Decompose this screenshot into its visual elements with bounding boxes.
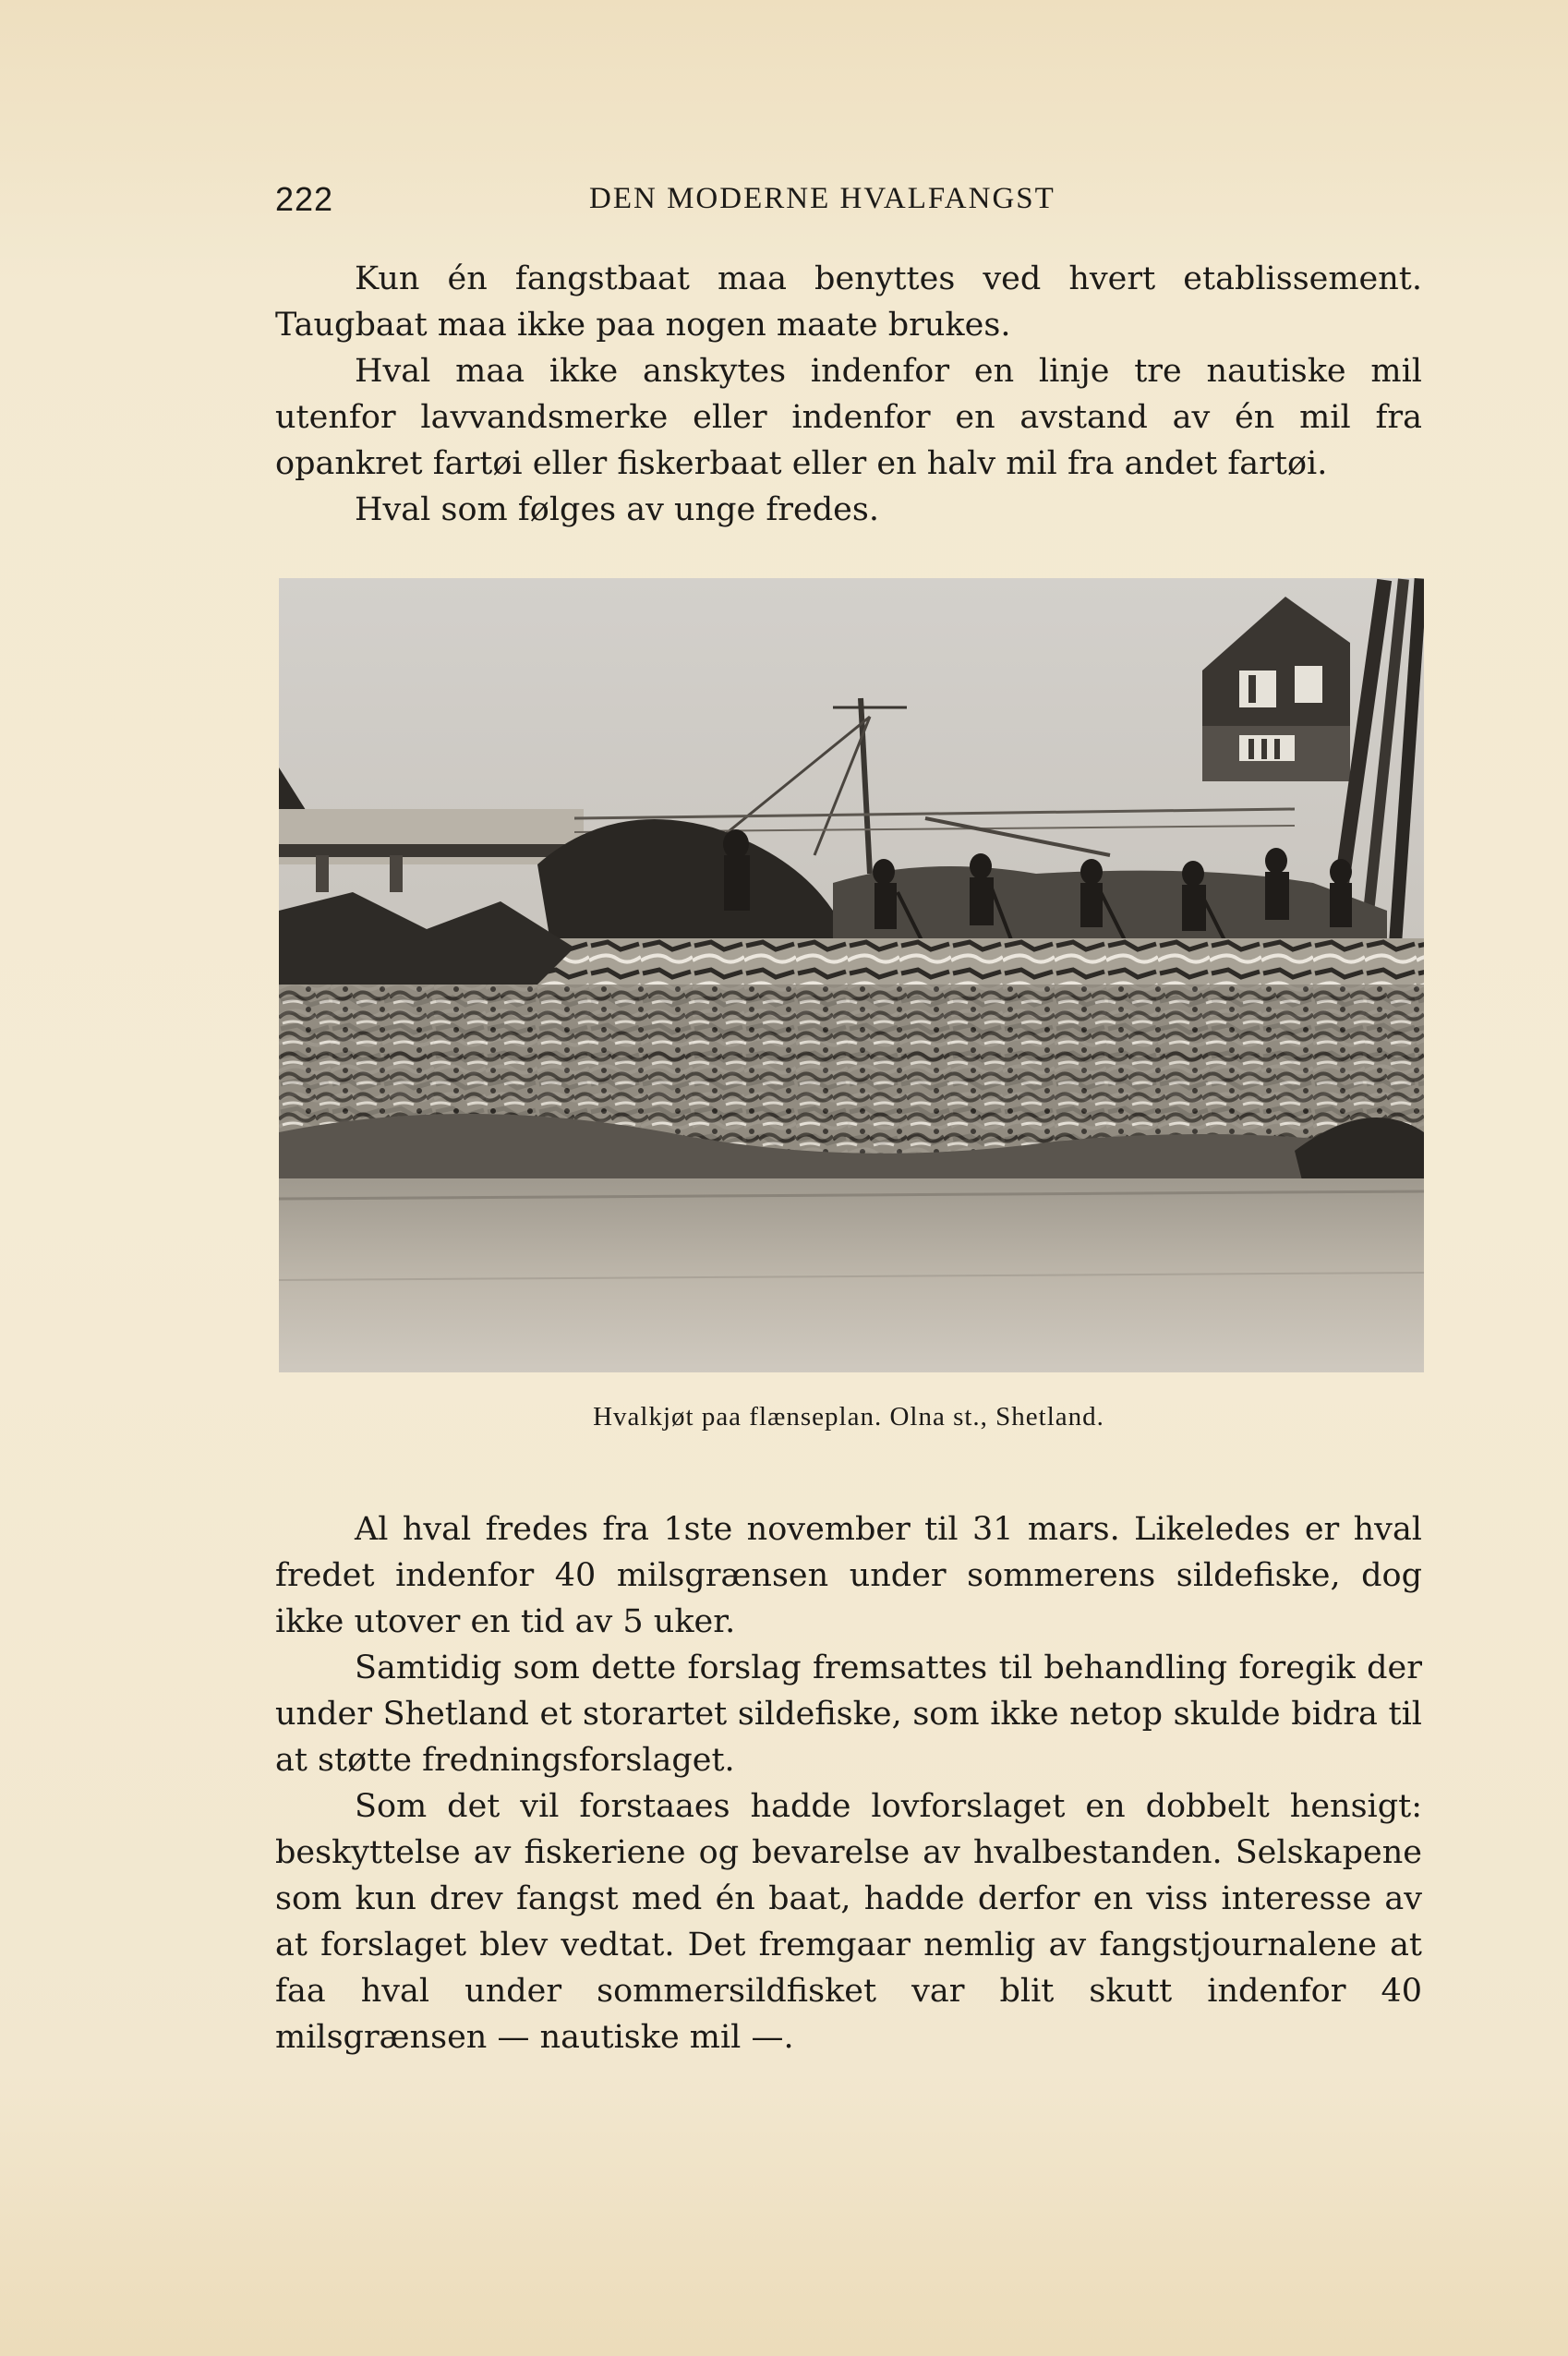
page-number: 222: [275, 180, 334, 218]
paragraph: Samtidig som dette forslag fremsattes til behandling foregik der under Shetland et storartet sildefiske, som ikke netop skulde bidra til at støtte fredningsforslaget.: [275, 1649, 1422, 1779]
paragraph: Al hval fredes fra 1ste november til 31 mars. Likeledes er hval fredet indenfor 40 milsgrænsen under sommerens sildefiske, dog ikke utover en tid av 5 uker.: [275, 1511, 1422, 1640]
paragraph: Hval maa ikke anskytes indenfor en linje tre nautiske mil utenfor lavvandsmerke eller indenfor en avstand av én mil fra opankret fartøi eller fiskerbaat eller en halv mil fra andet fartøi.: [275, 353, 1422, 482]
page-header: [275, 180, 1420, 226]
paragraph: Hval som følges av unge fredes.: [355, 491, 879, 528]
photograph-whaling-station: [279, 578, 1424, 1372]
photo-illustration: [279, 578, 1424, 1372]
paragraph: Som det vil forstaaes hadde lovforslaget en dobbelt hensigt: beskyttelse av fiskeriene og bevarelse av hvalbestanden. Selskapene som kun drev fangst med én baat, hadde derfor en viss interesse av at forslaget blev vedtat. Det fremgaar nemlig av fangstjournalene at faa hval under sommersildfisket var blit skutt indenfor 40 milsgrænsen — nautiske mil —.: [275, 1788, 1422, 2056]
figure-caption: Hvalkjøt paa flænseplan. Olna st., Shetland.: [593, 1402, 1104, 1432]
top-text-block: [275, 256, 1422, 533]
bottom-text-block: [275, 1506, 1422, 2060]
paragraph: Kun én fangstbaat maa benyttes ved hvert etablissement. Taugbaat maa ikke paa nogen maate brukes.: [275, 260, 1422, 344]
running-head: DEN MODERNE HVALFANGST: [589, 182, 1055, 215]
